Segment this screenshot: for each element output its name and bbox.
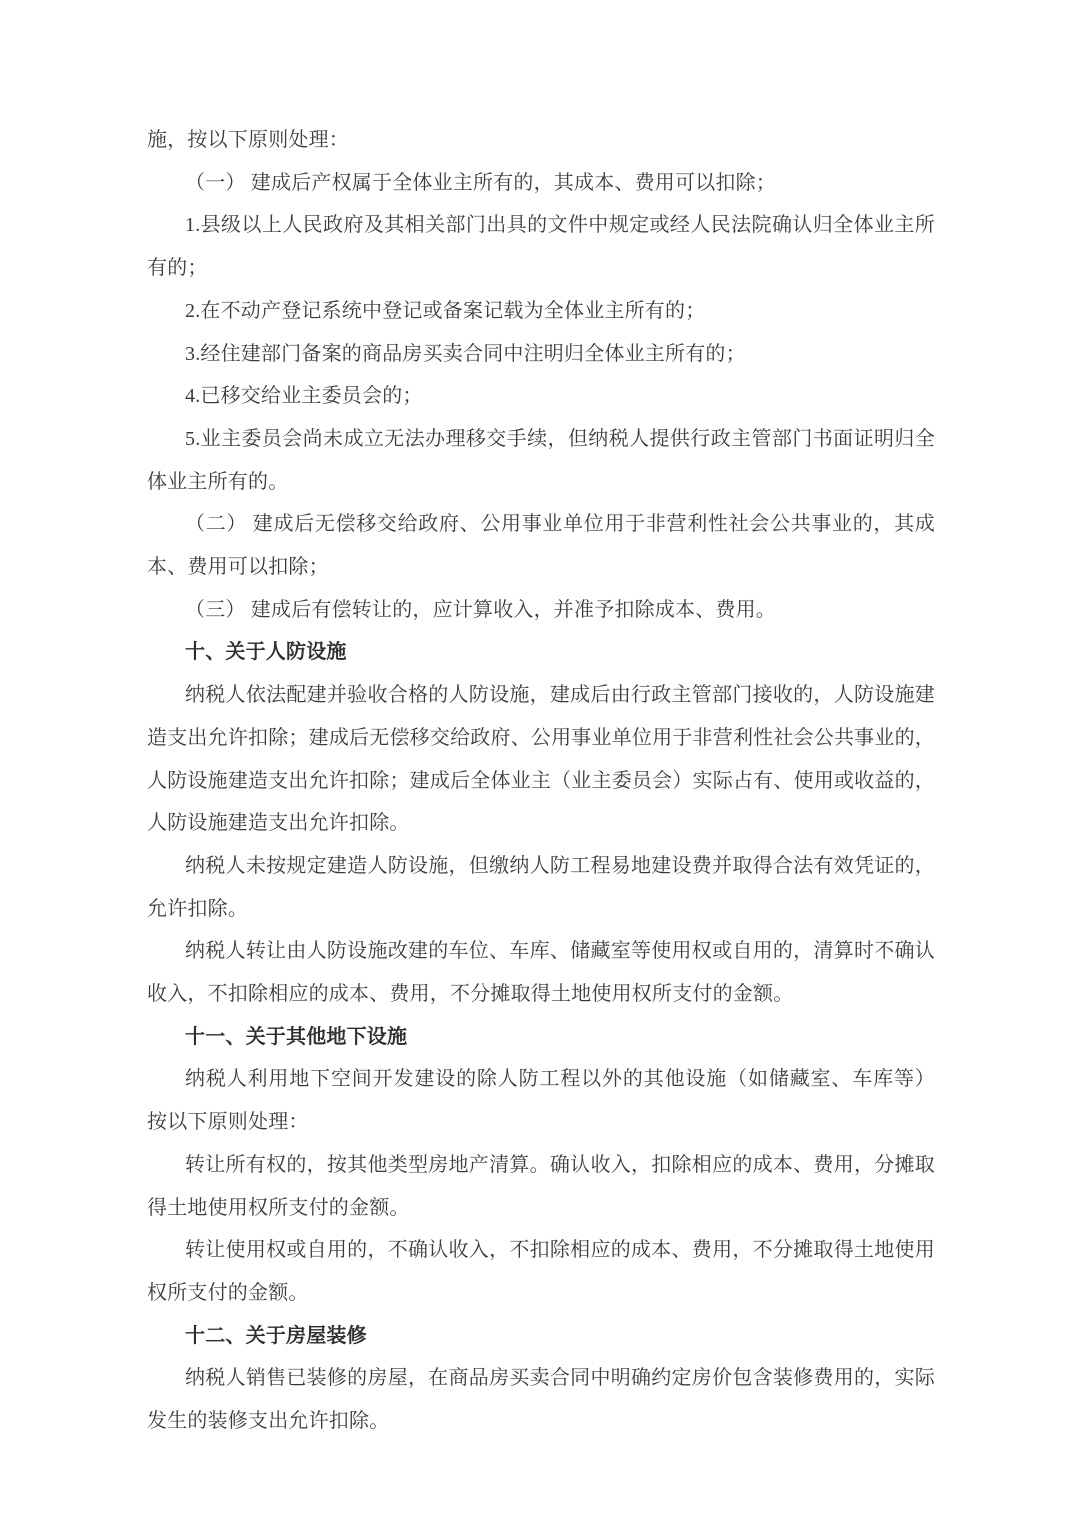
paragraph-section11-2: 转让所有权的，按其他类型房地产清算。确认收入，扣除相应的成本、费用，分摊取得土地使用权所支付的金额。 bbox=[147, 1153, 935, 1219]
section-heading-11: 十一、关于其他地下设施 bbox=[185, 1025, 408, 1048]
paragraph-section12-1: 纳税人销售已装修的房屋，在商品房买卖合同中明确约定房价包含装修费用的，实际发生的装修支出允许扣除。 bbox=[147, 1367, 935, 1433]
paragraph-item-3: （三） 建成后有偿转让的，应计算收入，并准予扣除成本、费用。 bbox=[185, 598, 776, 621]
paragraph-section10-1: 纳税人依法配建并验收合格的人防设施，建成后由行政主管部门接收的，人防设施建造支出允许扣除；建成后无偿移交给政府、公用事业单位用于非营利性社会公共事业的，人防设施建造支出允许扣除；建成后全体业主（业主委员会）实际占有、使用或收益的，人防设施建造支出允许扣除。 bbox=[147, 684, 935, 835]
paragraph-continuation: 施，按以下原则处理： bbox=[147, 129, 349, 151]
paragraph-subitem-2: 2.在不动产登记系统中登记或备案记载为全体业主所有的； bbox=[185, 299, 706, 322]
section-heading-12: 十二、关于房屋装修 bbox=[185, 1324, 367, 1347]
paragraph-section11-3: 转让使用权或自用的，不确认收入，不扣除相应的成本、费用，不分摊取得土地使用权所支付的金额。 bbox=[147, 1239, 935, 1304]
paragraph-item-1: （一） 建成后产权属于全体业主所有的，其成本、费用可以扣除； bbox=[185, 171, 776, 194]
paragraph-subitem-3: 3.经住建部门备案的商品房买卖合同中注明归全体业主所有的； bbox=[185, 342, 746, 365]
paragraph-subitem-1: 1.县级以上人民政府及其相关部门出具的文件中规定或经人民法院确认归全体业主所有的； bbox=[147, 214, 935, 280]
paragraph-subitem-4: 4.已移交给业主委员会的； bbox=[185, 385, 423, 408]
section-heading-10: 十、关于人防设施 bbox=[185, 641, 347, 664]
document-body bbox=[147, 119, 935, 1443]
paragraph-subitem-5: 5.业主委员会尚未成立无法办理移交手续，但纳税人提供行政主管部门书面证明归全体业主所有的。 bbox=[147, 427, 935, 493]
paragraph-section10-3: 纳税人转让由人防设施改建的车位、车库、储藏室等使用权或自用的，清算时不确认收入，不扣除相应的成本、费用，不分摊取得土地使用权所支付的金额。 bbox=[147, 940, 935, 1006]
paragraph-item-2: （二） 建成后无偿移交给政府、公用事业单位用于非营利性社会公共事业的，其成本、费用可以扣除； bbox=[147, 513, 935, 579]
paragraph-section10-2: 纳税人未按规定建造人防设施，但缴纳人防工程易地建设费并取得合法有效凭证的，允许扣除。 bbox=[147, 854, 935, 920]
paragraph-section11-1: 纳税人利用地下空间开发建设的除人防工程以外的其他设施（如储藏室、车库等） 按以下原则处理： bbox=[147, 1068, 935, 1134]
